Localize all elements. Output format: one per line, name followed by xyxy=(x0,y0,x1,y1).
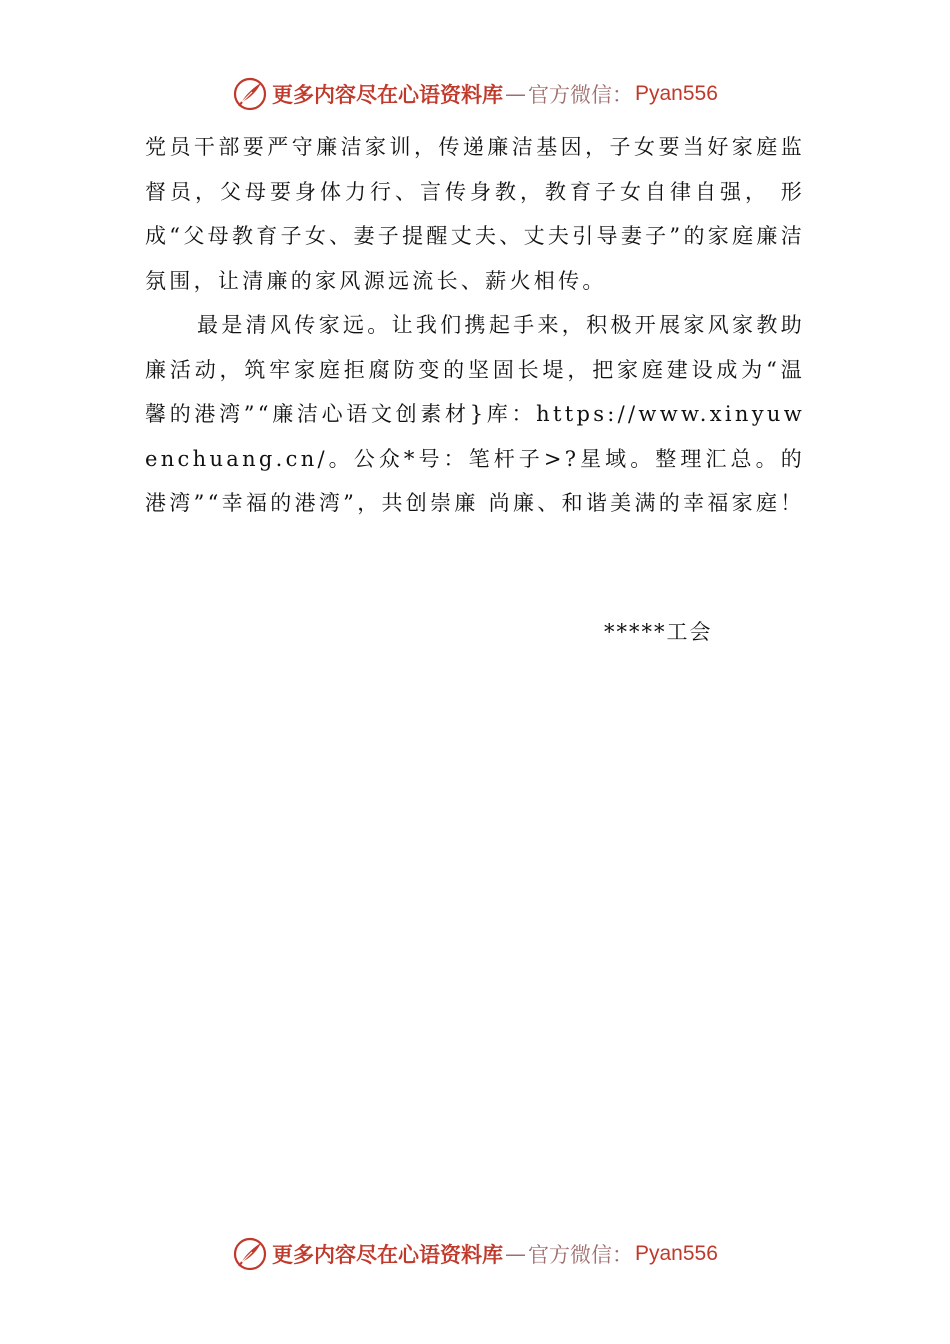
watermark-wechat-label: 官方微信： xyxy=(528,1243,633,1267)
watermark-wechat-id: Pyan556 xyxy=(635,82,718,105)
signature-line: *****工会 xyxy=(604,620,713,644)
quill-pen-logo-icon xyxy=(232,1236,268,1272)
watermark-dash: — xyxy=(505,82,526,106)
watermark-wechat-id: Pyan556 xyxy=(635,1242,718,1265)
header-watermark xyxy=(232,74,752,114)
footer-watermark xyxy=(232,1234,752,1274)
watermark-main-text: 更多内容尽在心语资料库 xyxy=(272,82,503,107)
body-paragraph-1: 党员干部要严守廉洁家训，传递廉洁基因，子女要当好家庭监督员，父母要身体力行、言传身教，教育子女自律自强， 形成“父母教育子女、妻子提醒丈夫、丈夫引导妻子”的家庭廉洁氛围，让清廉的家风源远流长、薪火相传。 xyxy=(145,135,805,293)
watermark-main-text: 更多内容尽在心语资料库 xyxy=(272,1242,503,1267)
document-body xyxy=(145,125,805,526)
watermark-wechat-label: 官方微信： xyxy=(528,83,633,107)
watermark-dash: — xyxy=(505,1242,526,1266)
quill-pen-logo-icon xyxy=(232,76,268,112)
body-paragraph-2: 最是清风传家远。让我们携起手来，积极开展家风家教助廉活动，筑牢家庭拒腐防变的坚固长堤，把家庭建设成为“温馨的港湾”“廉洁心语文创素材}库：https://www.xinyuwenchuang.cn/。公众*号：笔杆子>?星域。整理汇总。的港湾”“幸福的港湾”，共创崇廉 尚廉、和谐美满的幸福家庭！ xyxy=(145,313,805,515)
